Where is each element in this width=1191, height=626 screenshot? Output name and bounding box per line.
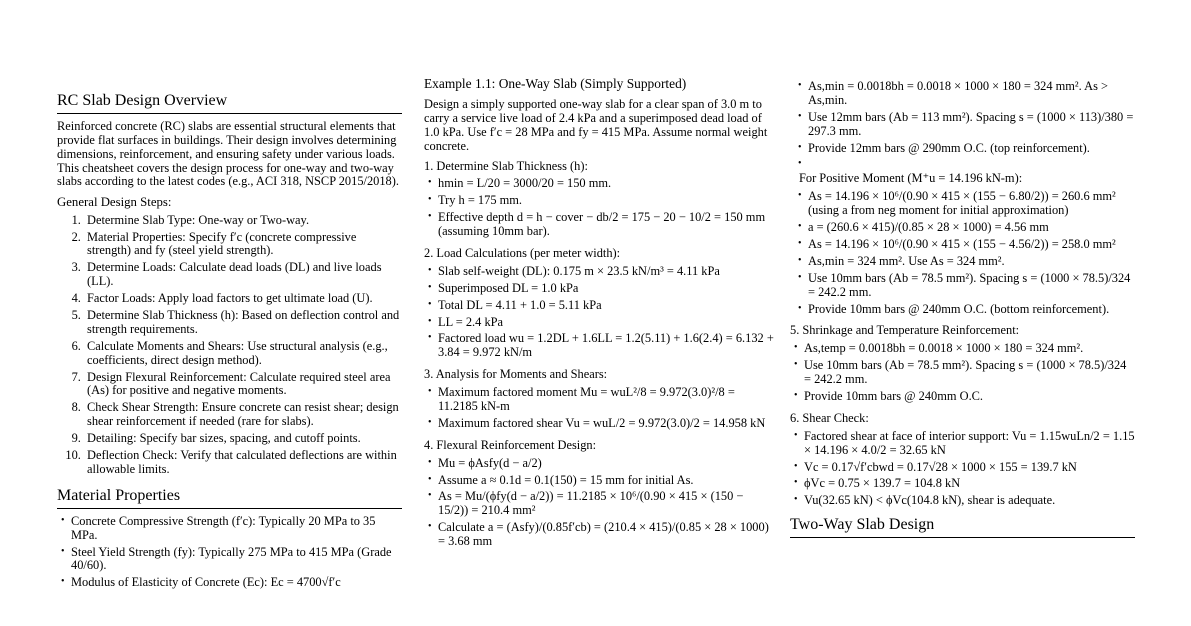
- step-heading: 1. Determine Slab Thickness (h):: [424, 158, 588, 173]
- step-heading: 2. Load Calculations (per meter width):: [424, 246, 621, 261]
- list-item: • Total DL = 4.11 + 1.0 = 5.11 kPa: [438, 299, 774, 313]
- list-item-bullet: [808, 158, 1135, 164]
- list-item: • Maximum factored moment Mu = wuL²/8 = 9.972(3.0)²/8 = 11.2185 kN-m: [438, 386, 774, 414]
- example-title: Example 1.1: One-Way Slab (Simply Supported): [424, 76, 687, 91]
- column-2: [424, 76, 774, 557]
- list-item: • LL = 2.4 kPa: [438, 316, 774, 330]
- list-item: • Use 10mm bars (Ab = 78.5 mm²). Spacing s = (1000 × 78.5)/324 = 242.2 mm.: [804, 359, 1135, 387]
- list-item: • Calculate a = (Asfy)/(0.85f′cb) = (210.4 × 415)/(0.85 × 28 × 1000) = 3.68 mm: [438, 521, 774, 549]
- list-item: • Vu(32.65 kN) < ϕVc(104.8 kN), shear is adequate.: [804, 494, 1135, 508]
- design-steps-list: [57, 214, 402, 477]
- list-item: • As = 14.196 × 10⁶/(0.90 × 415 × (155 − 6.80/2)) = 260.6 mm² (using a from neg moment for initial approximation): [808, 190, 1135, 218]
- list-item: • Try h = 175 mm.: [438, 194, 774, 208]
- material-list: [57, 515, 402, 590]
- step-heading: 6. Shear Check:: [790, 410, 869, 425]
- list-item: 6. Calculate Moments and Shears: Use structural analysis (e.g., coefficients, direct design method).: [84, 340, 402, 368]
- list-item: • As,temp = 0.0018bh = 0.0018 × 1000 × 180 = 324 mm².: [804, 342, 1135, 356]
- list-item: • Maximum factored shear Vu = wuL/2 = 9.972(3.0)/2 = 14.958 kN: [438, 417, 774, 431]
- list-item: • Provide 10mm bars @ 240mm O.C. (bottom reinforcement).: [808, 303, 1135, 317]
- list-item: • As = 14.196 × 10⁶/(0.90 × 415 × (155 − 4.56/2)) = 258.0 mm²: [808, 238, 1135, 252]
- example-intro: Design a simply supported one-way slab for a clear span of 3.0 m to carry a service live load of 2.4 kPa and a superimposed dead load of 1.0 kPa. Use f′c = 28 MPa and fy = 415 MPa. Assume normal weight concrete.: [424, 97, 768, 153]
- step-heading: 4. Flexural Reinforcement Design:: [424, 437, 597, 452]
- list-item: 3. Determine Loads: Calculate dead loads (DL) and live loads (LL).: [84, 261, 402, 289]
- list-item: • Provide 10mm bars @ 240mm O.C.: [804, 390, 1135, 404]
- list-item: 7. Design Flexural Reinforcement: Calculate required steel area (As) for positive and negative moments.: [84, 371, 402, 399]
- step-list: [424, 457, 774, 549]
- list-item: • a = (260.6 × 415)/(0.85 × 28 × 1000) = 4.56 mm: [808, 221, 1135, 235]
- column-1: [57, 92, 402, 598]
- step-list: [790, 342, 1135, 404]
- list-item: • Vc = 0.17√f′cbwd = 0.17√28 × 1000 × 155 = 139.7 kN: [804, 461, 1135, 475]
- section-title-materials: Material Properties: [57, 487, 402, 509]
- pos-moment-list: [790, 190, 1135, 316]
- list-item: • Steel Yield Strength (fy): Typically 275 MPa to 415 MPa (Grade 40/60).: [71, 546, 402, 574]
- list-item: • Slab self-weight (DL): 0.175 m × 23.5 kN/m³ = 4.11 kPa: [438, 265, 774, 279]
- list-item: 9. Detailing: Specify bar sizes, spacing, and cutoff points.: [84, 432, 402, 446]
- step-heading: 3. Analysis for Moments and Shears:: [424, 367, 608, 382]
- list-item: • Concrete Compressive Strength (f′c): Typically 20 MPa to 35 MPa.: [71, 515, 402, 543]
- list-item: • As,min = 0.0018bh = 0.0018 × 1000 × 180 = 324 mm². As > As,min.: [808, 80, 1135, 108]
- neg-moment-list: [790, 80, 1135, 164]
- list-item: • Effective depth d = h − cover − db/2 = 175 − 20 − 10/2 = 150 mm (assuming 10mm bar).: [438, 211, 774, 239]
- list-item: • Assume a ≈ 0.1d = 0.1(150) = 15 mm for initial As.: [438, 474, 774, 488]
- list-item: • As = Mu/(ϕfy(d − a/2)) = 11.2185 × 10⁶/(0.90 × 415 × (150 − 15/2)) = 210.4 mm²: [438, 490, 774, 518]
- list-item: 2. Material Properties: Specify f′c (concrete compressive strength) and fy (steel yield strength).: [84, 231, 402, 259]
- list-item: • Provide 12mm bars @ 290mm O.C. (top reinforcement).: [808, 142, 1135, 156]
- step-list: [424, 265, 774, 360]
- list-item: • Mu = ϕAsfy(d − a/2): [438, 457, 774, 471]
- step-list: [790, 430, 1135, 508]
- list-item: 10. Deflection Check: Verify that calculated deflections are within allowable limits.: [84, 449, 402, 477]
- list-item: • Use 12mm bars (Ab = 113 mm²). Spacing s = (1000 × 113)/380 = 297.3 mm.: [808, 111, 1135, 139]
- list-item: 5. Determine Slab Thickness (h): Based on deflection control and strength requirements.: [84, 309, 402, 337]
- step-heading: 5. Shrinkage and Temperature Reinforcement:: [790, 323, 1020, 338]
- column-3: [790, 80, 1135, 544]
- overview-intro: Reinforced concrete (RC) slabs are essential structural elements that provide flat surfaces in buildings. Their design involves determining dimensions, reinforcement, and ensuring safety under various loads. This cheatsheet covers the design process for one-way and two-way slabs according to the latest codes (e.g., ACI 318, NSCP 2015/2018).: [57, 118, 399, 189]
- list-item: • Factored shear at face of interior support: Vu = 1.15wuLn/2 = 1.15 × 14.196 × 4.0/2 = 32.65 kN: [804, 430, 1135, 458]
- steps-heading: General Design Steps:: [57, 195, 172, 210]
- list-item: • Use 10mm bars (Ab = 78.5 mm²). Spacing s = (1000 × 78.5)/324 = 242.2 mm.: [808, 272, 1135, 300]
- step-list: [424, 386, 774, 431]
- list-item: 4. Factor Loads: Apply load factors to get ultimate load (U).: [84, 292, 402, 306]
- list-item: • Modulus of Elasticity of Concrete (Ec): Ec = 4700√f′c: [71, 576, 402, 590]
- list-item: • As,min = 324 mm². Use As = 324 mm².: [808, 255, 1135, 269]
- list-item: 8. Check Shear Strength: Ensure concrete can resist shear; design shear reinforcement if needed (rare for slabs).: [84, 401, 402, 429]
- list-item: • ϕVc = 0.75 × 139.7 = 104.8 kN: [804, 477, 1135, 491]
- list-item: • Superimposed DL = 1.0 kPa: [438, 282, 774, 296]
- step-list: [424, 177, 774, 239]
- list-item: • hmin = L/20 = 3000/20 = 150 mm.: [438, 177, 774, 191]
- list-item: • Factored load wu = 1.2DL + 1.6LL = 1.2(5.11) + 1.6(2.4) = 6.132 + 3.84 = 9.972 kN/m: [438, 332, 774, 360]
- section-title-overview: RC Slab Design Overview: [57, 92, 402, 114]
- list-item: 1. Determine Slab Type: One-way or Two-way.: [84, 214, 402, 228]
- section-title-two-way: Two-Way Slab Design: [790, 516, 1135, 538]
- positive-moment-heading: For Positive Moment (M⁺u = 14.196 kN-m):: [799, 171, 1023, 186]
